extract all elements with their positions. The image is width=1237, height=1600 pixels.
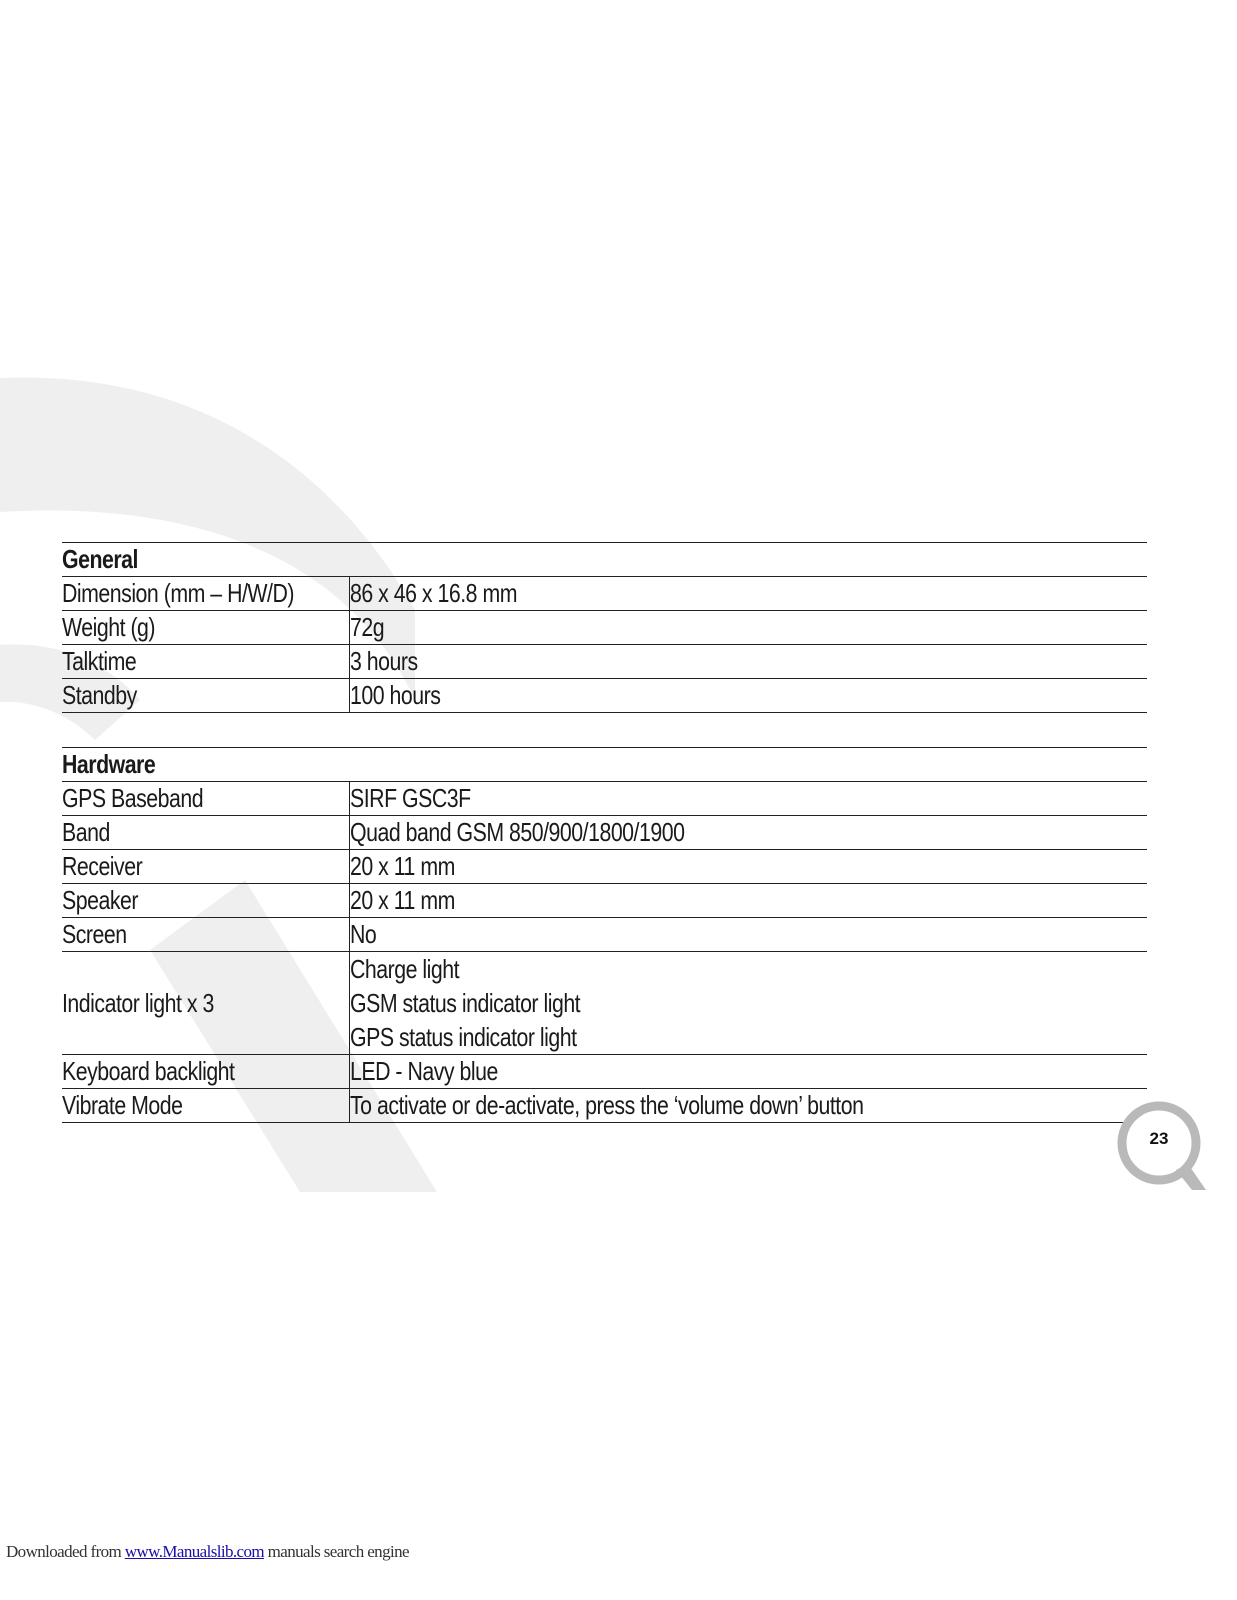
spec-label: Vibrate Mode (62, 1090, 183, 1120)
table-row (62, 1089, 1147, 1123)
spec-label: Talktime (62, 646, 137, 676)
section-title: General (62, 544, 138, 574)
table-row (62, 1055, 1147, 1089)
footer-prefix: Downloaded from (6, 1542, 122, 1561)
page-number: 23 (1149, 1129, 1169, 1148)
general-spec-table (62, 542, 1147, 713)
spec-value: SIRF GSC3F (350, 783, 471, 813)
spec-value: GSM status indicator light (350, 988, 581, 1018)
spec-value: 20 x 11 mm (350, 851, 455, 881)
table-row (62, 850, 1147, 884)
spec-value: 100 hours (350, 680, 441, 710)
spec-value: To activate or de-activate, press the ‘volume down’ button (350, 1090, 864, 1120)
spec-value: GPS status indicator light (350, 1022, 577, 1052)
table-row (62, 816, 1147, 850)
spec-value: 3 hours (350, 646, 418, 676)
section-title: Hardware (62, 749, 156, 779)
section-header-hardware (62, 748, 1147, 782)
spec-value: LED - Navy blue (350, 1056, 498, 1086)
footer-suffix: manuals search engine (267, 1542, 409, 1561)
spec-value: 86 x 46 x 16.8 mm (350, 578, 518, 608)
spec-value: 20 x 11 mm (350, 885, 455, 915)
specification-tables (62, 542, 1147, 1123)
spec-value: Charge light (350, 954, 460, 984)
spec-label: Screen (62, 919, 127, 949)
table-row (62, 782, 1147, 816)
spec-label: Speaker (62, 885, 138, 915)
section-spacer (62, 713, 1147, 747)
table-row (62, 918, 1147, 952)
spec-value: Quad band GSM 850/900/1800/1900 (350, 817, 685, 847)
spec-label: GPS Baseband (62, 783, 204, 813)
download-footer (6, 1542, 409, 1562)
spec-label: Standby (62, 680, 137, 710)
spec-label: Band (62, 817, 110, 847)
spec-label: Dimension (mm – H/W/D) (62, 578, 295, 608)
spec-label: Receiver (62, 851, 143, 881)
table-row (62, 679, 1147, 713)
spec-label: Indicator light x 3 (62, 988, 214, 1018)
spec-label: Weight (g) (62, 612, 156, 642)
hardware-spec-table (62, 747, 1147, 1123)
table-row (62, 577, 1147, 611)
table-row (62, 884, 1147, 918)
spec-label: Keyboard backlight (62, 1056, 235, 1086)
table-row (62, 952, 1147, 1055)
manualslib-link[interactable]: www.Manualslib.com (124, 1542, 265, 1561)
section-header-general (62, 543, 1147, 577)
spec-value: No (350, 919, 377, 949)
table-row (62, 645, 1147, 679)
table-row (62, 611, 1147, 645)
spec-value: 72g (350, 612, 385, 642)
